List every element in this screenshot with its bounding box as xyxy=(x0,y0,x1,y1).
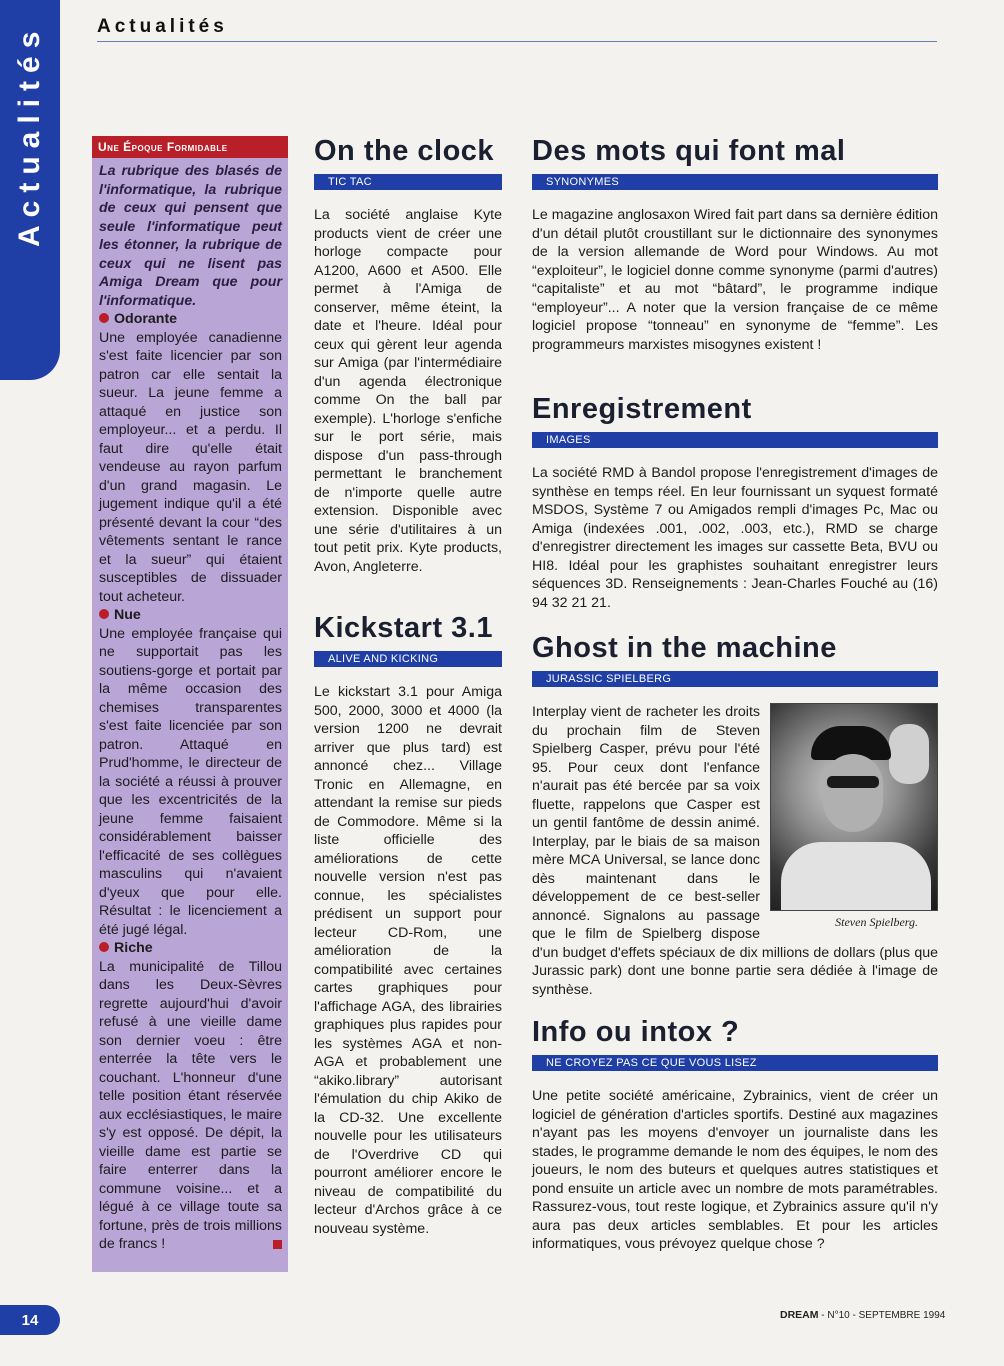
article-kicker: TIC TAC xyxy=(314,174,502,190)
end-mark-icon xyxy=(273,1240,282,1249)
article-body xyxy=(532,206,938,354)
sidebar-item-text xyxy=(99,958,282,1254)
sidebar-intro: La rubrique des blasés de l'informatique, la rubrique de ceux qui pensent que seule l'informatique peut les étonner, la rubrique de ceux qui ne lisent pas Amiga Dream que pour l'informatique. xyxy=(99,163,282,309)
article-body xyxy=(532,703,938,999)
sidebar-box xyxy=(92,136,288,1272)
sidebar-item-text: Une employée française qui ne supportait pas les soutiens-gorge et portait par la même occasion des chemises transparentes s'est faite licenciée par son patron. Attaqué en Prud'homme, le directeur de la société a réussi à prouver que les excentricités de la jeune femme faisaient considérablement baisser l'efficacité de ses collègues masculins qui n'avaient d'yeux que pour elle. Résultat : le licenciement a été jugé légal. xyxy=(99,625,282,938)
article-text: Le magazine anglosaxon Wired fait part dans sa dernière édition d'un détail plutôt croustillant sur le dictionnaire des synonymes de la version allemande de Word pour Windows. Au mot “exploiteur”, le logiciel donne comme synonyme (parmi d'autres) “capitaliste” et au mot “bâtard”, le programme indique “employeur”... A noter que la version française de ce même logiciel propose “tonneau” en synonyme de “femme”. Les programmeurs marxistes misogynes existent ! xyxy=(532,207,938,353)
sidebar-title: Une Époque Formidable xyxy=(92,136,288,158)
article-info-intox xyxy=(532,1015,938,1254)
article-title: Des mots qui font mal xyxy=(532,135,846,167)
photo-caption: Steven Spielberg. xyxy=(835,915,918,929)
sidebar-item-heading xyxy=(99,606,282,625)
footer xyxy=(780,1309,945,1321)
article-text: La société anglaise Kyte products vient de créer une horloge compacte pour A1200, A600 et A500. Elle permet à l'Amiga de conserver, même éteint, la date et l'heure. Idéal pour ceux qui gèrent leur agenda sur Amiga (par l'intermédiaire d'un agenda électronique comme On the ball par exemple). L'horloge s'enfiche sur le port série, mais dispose d'un pass-through permettant le branchement de n'importe quelle autre extension. Disponible avec une série d'utilitaires à un tout petit prix. Kyte products, Avon, Angleterre. xyxy=(314,207,502,575)
page-number: 14 xyxy=(0,1305,60,1335)
section-title: Actualités xyxy=(97,16,228,37)
sidebar-heading-text: Odorante xyxy=(114,311,178,327)
article-title: Enregistrement xyxy=(532,393,752,425)
article-text: La société RMD à Bandol propose l'enregistrement d'images de synthèse en temps réel. En leur fournissant un syquest formaté MSDOS, Système 7 ou Amigados rempli d'images Pc, Mac ou Amiga (indexées .001, .002, .003, etc.), RMD se charge d'enregistrer directement les images sur cassette Beta, BVU ou HI8. Idéal pour les graphistes souhaitant enregistrer leurs séquences 3D. Renseignements : Jean-Charles Fouché au (16) 94 32 21 21. xyxy=(532,465,938,611)
article-body xyxy=(532,464,938,612)
article-text: Le kickstart 3.1 pour Amiga 500, 2000, 3000 et 4000 (la version 1200 ne devrait arriver que plus tard) est annoncé chez... Village Tronic en Allemagne, en attendant la remise sur pieds de Commodore. Même si la liste officielle des améliorations de cette nouvelle version n'est pas connue, les spécialistes prédisent un support pour lecteur CD-Rom, une amélioration de la compatibilité avec certaines cartes graphiques pour l'affichage AGA, des librairies graphiques plus rapides pour les systèmes AGA et non-AGA et probablement une “akiko.library” autorisant l'émulation du chip Akiko de la CD-32. Une excellente nouvelle pour les utilisateurs de l'Overdrive CD qui pourront améliorer encore le niveau de compatibilité du lecteur d'Archos grâce à ce nouveau système. xyxy=(314,684,502,1237)
bullet-icon xyxy=(99,313,109,323)
article-kickstart xyxy=(314,611,502,1238)
spielberg-photo xyxy=(770,703,938,911)
article-body xyxy=(314,206,502,576)
sidebar-item-heading xyxy=(99,310,282,329)
sidebar-item-heading xyxy=(99,939,282,958)
article-body xyxy=(314,683,502,1238)
footer-issue: - N°10 - SEPTEMBRE 1994 xyxy=(821,1310,946,1321)
article-title: On the clock xyxy=(314,135,495,167)
side-tab-label: Actualités xyxy=(13,23,46,247)
article-title: Ghost in the machine xyxy=(532,632,837,664)
sidebar-heading-text: Nue xyxy=(114,607,141,623)
article-ghost xyxy=(532,631,938,999)
article-enregistrement xyxy=(532,392,938,612)
sidebar-item-text: Une employée canadienne s'est faite licencier par son patron car elle sentait la sueur. La jeune femme a attaqué en justice son employeur... et a perdu. Il faut dire qu'elle était vendeuse au rayon parfum d'un grand magasin. Le jugement indique qu'il a été présenté devant la cour “des vêtements sentant le rance et la sueur” qui étaient susceptibles de dissuader tout acheteur. xyxy=(99,329,282,605)
bullet-icon xyxy=(99,942,109,952)
photo-figure xyxy=(770,703,938,932)
header-rule xyxy=(97,41,937,42)
article-title: Kickstart 3.1 xyxy=(314,612,493,644)
article-title: Info ou intox ? xyxy=(532,1016,740,1048)
side-tab xyxy=(0,0,60,380)
article-kicker: SYNONYMES xyxy=(532,174,938,190)
footer-magazine: DREAM xyxy=(780,1309,819,1321)
article-kicker: JURASSIC SPIELBERG xyxy=(532,671,938,687)
bullet-icon xyxy=(99,609,109,619)
article-body xyxy=(532,1087,938,1254)
article-on-the-clock xyxy=(314,134,502,576)
article-text: Une petite société américaine, Zybrainics, vient de créer un logiciel de génération d'articles sportifs. Destiné aux magazines n'ayant pas les moyens d'envoyer un journaliste dans les stades, le programme demande le nom des équipes, le nom des joueurs, le nom des buteurs et quelques autres statistiques et pond ensuite un article avec un nombre de mots paramétrables. Rassurez-vous, tout reste logique, et Zybrainics assure qu'il n'y aura pas deux articles semblables. Et pour les articles informatiques, vous prévoyez quelque chose ? xyxy=(532,1088,938,1252)
article-des-mots xyxy=(532,134,938,354)
article-kicker: NE CROYEZ PAS CE QUE VOUS LISEZ xyxy=(532,1055,938,1071)
article-text: Interplay vient de racheter les droits du prochain film de Steven Spielberg Casper, prévu pour l'été 95. Pour ceux dont l'enfance n'aurait pas été bercée par sa voix fluette, rappelons que Casper est un gentil fantôme de dessin animé. Interplay, par le biais de sa maison mère MCA Universal, se lance donc dès maintenant dans le développement de ce best-seller annoncé. Signalons au passage que le film de Spielberg dispose d'un budget d'effets spéciaux de dix millions de dollars (plus que Jurassic park) dont une bonne partie sera dédiée à l'image de synthèse. xyxy=(532,704,938,998)
article-kicker: IMAGES xyxy=(532,432,938,448)
sidebar-item-text-content: La municipalité de Tillou dans les Deux-Sèvres regrette aujourd'hui d'avoir refusé à une vieille dame son dernier voeu : être enterrée la tête vers le couchant. L'honneur d'une telle position étant réservée aux ecclésiastiques, le maire s'y est opposé. De dépit, la vieille dame est partie se faire enterrer dans la commune voisine... et a légué à ce village toute sa fortune, près de trois millions de francs ! xyxy=(99,958,282,1252)
sidebar-heading-text: Riche xyxy=(114,940,153,956)
article-kicker: ALIVE AND KICKING xyxy=(314,651,502,667)
sidebar-body xyxy=(92,158,288,1254)
